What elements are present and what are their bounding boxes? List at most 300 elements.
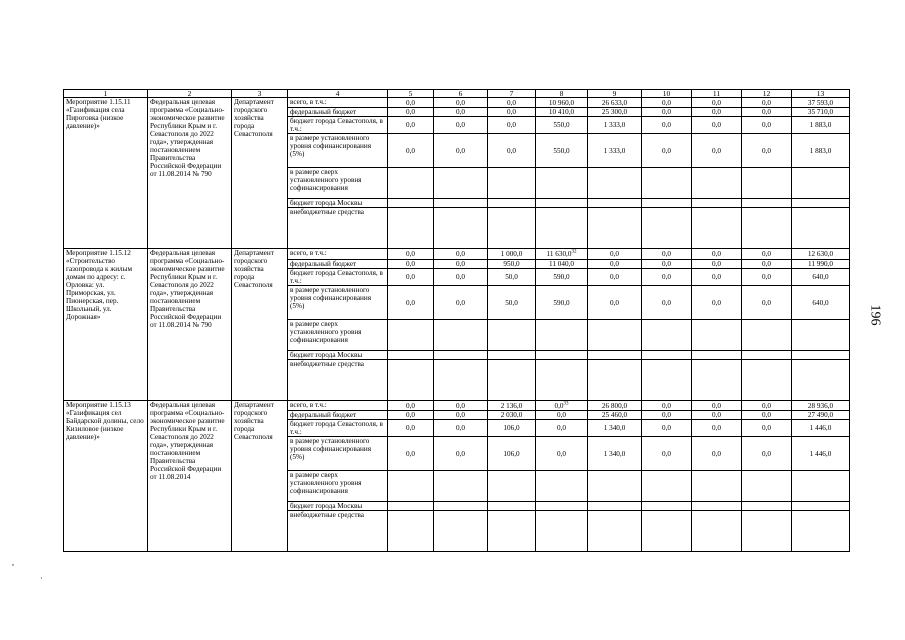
amount-cell: [642, 260, 692, 269]
amount-cell: [642, 98, 692, 108]
column-number-header-row: [64, 90, 850, 98]
amount-value: 0,0: [662, 411, 671, 419]
amount-cell: [642, 511, 692, 552]
funding-source-label: федеральный бюджет: [288, 260, 388, 269]
amount-value: 0,0: [456, 98, 465, 107]
amount-value: 0,0: [662, 401, 671, 410]
amount-value: 0,0: [662, 250, 671, 258]
amount-value: 0,0: [456, 121, 465, 129]
amount-cell: [536, 98, 588, 108]
column-number: 12: [742, 90, 792, 98]
amount-cell: [742, 199, 792, 208]
amount-value: 0,0: [712, 273, 721, 281]
amount-value: 1 883,0: [809, 121, 832, 129]
amount-value: 0,0: [762, 449, 771, 458]
amount-cell: [536, 260, 588, 269]
amount-value: 106,0: [503, 449, 520, 458]
amount-value: 0,0: [762, 108, 771, 116]
amount-cell: [488, 320, 536, 351]
amount-cell: [792, 199, 850, 208]
amount-cell: [488, 168, 536, 199]
amount-cell: [742, 420, 792, 437]
amount-value: 0,0: [662, 146, 671, 155]
amount-value: 0,0: [406, 98, 415, 107]
amount-value: 2 136,0: [500, 401, 523, 410]
amount-cell: [388, 168, 434, 199]
amount-cell: [742, 351, 792, 360]
amount-value: 0,0: [406, 424, 415, 432]
column-number: 10: [642, 90, 692, 98]
amount-value: 11 630,0: [546, 250, 572, 258]
amount-cell: [536, 437, 588, 471]
amount-cell: [792, 98, 850, 108]
amount-value: 1 340,0: [603, 424, 626, 432]
amount-cell: [388, 208, 434, 249]
amount-value: 0,0: [712, 298, 721, 307]
amount-cell: [488, 360, 536, 401]
amount-cell: [588, 471, 642, 502]
funding-source-label: бюджет города Севастополя, в т.ч.:: [288, 269, 388, 286]
amount-cell: [792, 471, 850, 502]
amount-value: 0,0: [507, 98, 516, 107]
amount-cell: [488, 471, 536, 502]
amount-cell: [792, 320, 850, 351]
amount-cell: [434, 168, 488, 199]
amount-cell: [388, 117, 434, 134]
funding-source-label: в размере сверх установленного уровня софинансирования: [288, 320, 388, 351]
amount-value: 0,0: [406, 121, 415, 129]
table-row: [64, 249, 850, 260]
column-number: 7: [488, 90, 536, 98]
amount-cell: [488, 260, 536, 269]
amount-value: 0,0: [610, 260, 619, 268]
amount-value: 0,0: [662, 98, 671, 107]
amount-cell: [434, 360, 488, 401]
footnote-ref: 33: [563, 401, 569, 407]
footnote-ref: 32: [571, 249, 577, 255]
amount-cell: [488, 269, 536, 286]
amount-value: 0,0: [762, 273, 771, 281]
amount-value: 0,0: [762, 424, 771, 432]
amount-value: 26 800,0: [601, 401, 628, 410]
amount-value: 0,0: [456, 250, 465, 258]
amount-cell: [536, 286, 588, 320]
amount-cell: [434, 401, 488, 411]
amount-cell: [792, 168, 850, 199]
amount-cell: [588, 401, 642, 411]
amount-cell: [792, 117, 850, 134]
measure-executor: Департамент городского хозяйства города Севастополя: [232, 98, 288, 249]
amount-cell: [488, 411, 536, 420]
measure-title: Мероприятие 1.15.11 «Газификация села Пироговка (низкое давление)»: [64, 98, 148, 249]
amount-cell: [642, 411, 692, 420]
amount-cell: [434, 286, 488, 320]
amount-cell: [388, 269, 434, 286]
amount-value: 1 000,0: [500, 250, 523, 258]
measure-title: Мероприятие 1.15.12 «Строительство газопровода к жилым домам по адресу: с. Орловка: ул. Приморская, ул. Пионерская, пер. Школьный, ул. Дорожная»: [64, 249, 148, 401]
amount-cell: [792, 249, 850, 260]
amount-cell: [742, 320, 792, 351]
amount-cell: [434, 98, 488, 108]
amount-value: 0,0: [507, 146, 516, 155]
amount-cell: [692, 269, 742, 286]
amount-cell: [642, 208, 692, 249]
amount-cell: [388, 502, 434, 511]
measure-executor: Департамент городского хозяйства города Севастополя: [232, 249, 288, 401]
amount-value: 0,0: [610, 298, 619, 307]
amount-cell: [792, 511, 850, 552]
measure-program: Федеральная целевая программа «Социально-экономическое развитие Республики Крым и г. Севастополя до 2022 года», утвержденная постановлением Правительства Российской Федерации от 11.08.2014 № 790: [148, 249, 232, 401]
amount-cell: [488, 511, 536, 552]
amount-cell: [388, 108, 434, 117]
amount-cell: [536, 420, 588, 437]
column-number: 9: [588, 90, 642, 98]
amount-cell: [792, 260, 850, 269]
amount-cell: [388, 511, 434, 552]
amount-value: 10 960,0: [548, 98, 575, 107]
funding-source-label: федеральный бюджет: [288, 108, 388, 117]
amount-cell: [642, 286, 692, 320]
amount-cell: [642, 471, 692, 502]
amount-value: 0,0: [662, 273, 671, 281]
amount-cell: [536, 168, 588, 199]
amount-value: 0,0: [507, 108, 516, 116]
funding-source-label: всего, в т.ч.:: [288, 249, 388, 260]
amount-cell: [434, 249, 488, 260]
amount-value: 28 936,0: [807, 401, 834, 410]
page-number: 196: [867, 304, 883, 326]
amount-value: 1 446,0: [809, 449, 832, 458]
amount-value: 2 030,0: [500, 411, 523, 419]
amount-cell: [388, 401, 434, 411]
amount-cell: [488, 420, 536, 437]
funding-source-label: бюджет города Москвы: [288, 351, 388, 360]
amount-cell: [642, 134, 692, 168]
amount-cell: [488, 502, 536, 511]
amount-cell: [742, 401, 792, 411]
amount-value: 0,0: [662, 298, 671, 307]
funding-source-label: внебюджетные средства: [288, 511, 388, 552]
amount-cell: [488, 134, 536, 168]
amount-value: 0,0: [456, 449, 465, 458]
amount-cell: [792, 401, 850, 411]
column-number: 5: [388, 90, 434, 98]
column-number: 11: [692, 90, 742, 98]
amount-cell: [642, 437, 692, 471]
amount-value: 0,0: [507, 121, 516, 129]
amount-value: 0,0: [554, 401, 564, 410]
amount-cell: [434, 208, 488, 249]
amount-value: 0,0: [456, 411, 465, 419]
amount-cell: [536, 208, 588, 249]
amount-cell: [536, 502, 588, 511]
amount-cell: [536, 401, 588, 411]
amount-cell: [434, 471, 488, 502]
amount-value: 0,0: [406, 146, 415, 155]
amount-cell: [536, 360, 588, 401]
amount-cell: [388, 351, 434, 360]
amount-value: 0,0: [762, 250, 771, 258]
amount-cell: [388, 420, 434, 437]
amount-cell: [488, 199, 536, 208]
amount-cell: [434, 260, 488, 269]
amount-cell: [692, 249, 742, 260]
amount-cell: [536, 471, 588, 502]
amount-value: 1 340,0: [603, 449, 626, 458]
amount-value: 0,0: [456, 260, 465, 268]
amount-cell: [742, 437, 792, 471]
amount-cell: [692, 471, 742, 502]
amount-cell: [792, 286, 850, 320]
amount-cell: [742, 98, 792, 108]
amount-cell: [692, 134, 742, 168]
amount-cell: [792, 108, 850, 117]
amount-cell: [792, 351, 850, 360]
amount-cell: [588, 249, 642, 260]
amount-value: 0,0: [406, 298, 415, 307]
amount-cell: [588, 502, 642, 511]
amount-value: 0,0: [712, 424, 721, 432]
amount-value: 25 300,0: [601, 108, 628, 116]
amount-cell: [692, 286, 742, 320]
amount-cell: [642, 420, 692, 437]
amount-value: 26 633,0: [601, 98, 628, 107]
amount-cell: [588, 511, 642, 552]
amount-value: 0,0: [712, 146, 721, 155]
funding-source-label: в размере сверх установленного уровня софинансирования: [288, 168, 388, 199]
amount-cell: [742, 168, 792, 199]
amount-value: 550,0: [553, 146, 570, 155]
amount-value: 0,0: [712, 401, 721, 410]
amount-value: 1 446,0: [809, 424, 832, 432]
amount-cell: [588, 286, 642, 320]
amount-value: 0,0: [712, 108, 721, 116]
amount-value: 0,0: [406, 260, 415, 268]
amount-value: 0,0: [712, 98, 721, 107]
column-number: 1: [64, 90, 148, 98]
amount-cell: [742, 117, 792, 134]
amount-value: 0,0: [762, 298, 771, 307]
amount-cell: [588, 208, 642, 249]
amount-cell: [488, 208, 536, 249]
amount-cell: [642, 320, 692, 351]
amount-cell: [388, 199, 434, 208]
amount-cell: [388, 260, 434, 269]
amount-cell: [434, 108, 488, 117]
amount-cell: [588, 269, 642, 286]
amount-value: 0,0: [712, 260, 721, 268]
amount-value: 0,0: [456, 273, 465, 281]
amount-cell: [692, 360, 742, 401]
amount-cell: [792, 420, 850, 437]
amount-cell: [588, 360, 642, 401]
amount-cell: [642, 502, 692, 511]
amount-value: 0,0: [406, 273, 415, 281]
amount-cell: [792, 502, 850, 511]
amount-cell: [588, 420, 642, 437]
funding-source-label: всего, в т.ч.:: [288, 401, 388, 411]
amount-value: 550,0: [553, 121, 570, 129]
amount-cell: [588, 108, 642, 117]
amount-cell: [536, 511, 588, 552]
amount-value: 50,0: [505, 298, 518, 307]
amount-cell: [588, 168, 642, 199]
amount-cell: [434, 117, 488, 134]
funding-source-label: в размере установленного уровня софинансирования (5%): [288, 134, 388, 168]
amount-cell: [536, 199, 588, 208]
amount-value: 0,0: [662, 449, 671, 458]
funding-source-label: всего, в т.ч.:: [288, 98, 388, 108]
amount-cell: [488, 108, 536, 117]
amount-cell: [536, 351, 588, 360]
amount-cell: [434, 511, 488, 552]
amount-cell: [742, 208, 792, 249]
table-row: [64, 401, 850, 411]
amount-cell: [588, 134, 642, 168]
amount-value: 0,0: [662, 424, 671, 432]
amount-value: 11 990,0: [808, 260, 833, 268]
measure-program: Федеральная целевая программа «Социально-экономическое развитие Республики Крым и г. Севастополя до 2022 года», утвержденная постановлением Правительства Российской Федерации от 11.08.2014 № 790: [148, 98, 232, 249]
amount-cell: [488, 401, 536, 411]
amount-value: 0,0: [762, 401, 771, 410]
amount-cell: [488, 351, 536, 360]
amount-cell: [792, 360, 850, 401]
amount-cell: [692, 401, 742, 411]
amount-cell: [434, 199, 488, 208]
amount-value: 1 883,0: [809, 146, 832, 155]
amount-value: 0,0: [406, 108, 415, 116]
column-number: 3: [232, 90, 288, 98]
amount-cell: [792, 134, 850, 168]
amount-value: 0,0: [762, 98, 771, 107]
amount-value: 640,0: [812, 273, 829, 281]
amount-cell: [742, 411, 792, 420]
amount-cell: [488, 286, 536, 320]
amount-cell: [742, 260, 792, 269]
amount-cell: [588, 437, 642, 471]
amount-cell: [488, 117, 536, 134]
amount-cell: [434, 351, 488, 360]
amount-cell: [792, 208, 850, 249]
amount-cell: [588, 117, 642, 134]
amount-value: 950,0: [503, 260, 520, 268]
amount-value: 0,0: [406, 401, 415, 410]
amount-cell: [692, 260, 742, 269]
amount-cell: [692, 351, 742, 360]
amount-cell: [388, 98, 434, 108]
amount-value: 35 710,0: [807, 108, 834, 116]
amount-cell: [388, 437, 434, 471]
amount-cell: [642, 249, 692, 260]
amount-cell: [742, 286, 792, 320]
amount-cell: [388, 360, 434, 401]
amount-cell: [536, 411, 588, 420]
scan-mark: ·: [40, 574, 43, 583]
amount-cell: [742, 511, 792, 552]
funding-source-label: внебюджетные средства: [288, 360, 388, 401]
amount-cell: [588, 320, 642, 351]
amount-value: 50,0: [505, 273, 518, 281]
funding-source-label: федеральный бюджет: [288, 411, 388, 420]
funding-source-label: бюджет города Севастополя, в т.ч.:: [288, 117, 388, 134]
amount-cell: [742, 134, 792, 168]
amount-cell: [792, 437, 850, 471]
amount-value: 0,0: [610, 273, 619, 281]
amount-cell: [692, 98, 742, 108]
amount-value: 0,0: [406, 449, 415, 458]
amount-cell: [588, 260, 642, 269]
column-number: 2: [148, 90, 232, 98]
amount-cell: [692, 502, 742, 511]
amount-value: 590,0: [553, 298, 570, 307]
amount-cell: [692, 320, 742, 351]
column-number: 6: [434, 90, 488, 98]
amount-cell: [588, 351, 642, 360]
amount-cell: [536, 320, 588, 351]
amount-cell: [692, 437, 742, 471]
amount-value: 640,0: [812, 298, 829, 307]
amount-cell: [642, 117, 692, 134]
amount-value: 0,0: [456, 401, 465, 410]
amount-cell: [434, 269, 488, 286]
amount-cell: [642, 360, 692, 401]
funding-source-label: бюджет города Москвы: [288, 502, 388, 511]
amount-cell: [692, 511, 742, 552]
amount-cell: [692, 168, 742, 199]
amount-cell: [536, 134, 588, 168]
amount-cell: [388, 471, 434, 502]
column-number: 4: [288, 90, 388, 98]
amount-cell: [792, 269, 850, 286]
measure-executor: Департамент городского хозяйства города Севастополя: [232, 401, 288, 552]
amount-value: 0,0: [662, 121, 671, 129]
amount-value: 0,0: [712, 449, 721, 458]
amount-cell: [742, 502, 792, 511]
amount-cell: [742, 108, 792, 117]
column-number: 8: [536, 90, 588, 98]
amount-value: 0,0: [662, 260, 671, 268]
amount-value: 0,0: [406, 411, 415, 419]
amount-cell: [536, 249, 588, 260]
measure-title: Мероприятие 1.15.13 «Газификация сел Байдарской долины, село Кизиловое (низкое давление)»: [64, 401, 148, 552]
amount-cell: [434, 437, 488, 471]
measure-program: Федеральная целевая программа «Социально-экономическое развитие Республики Крым и г. Севастополя до 2022 года», утвержденная постановлением Правительства Российской Федерации от 11.08.2014: [148, 401, 232, 552]
amount-value: 0,0: [557, 411, 566, 419]
amount-cell: [536, 108, 588, 117]
funding-source-label: бюджет города Москвы: [288, 199, 388, 208]
amount-value: 11 040,0: [549, 260, 574, 268]
amount-cell: [488, 249, 536, 260]
amount-cell: [692, 117, 742, 134]
funding-source-label: бюджет города Севастополя, в т.ч.:: [288, 420, 388, 437]
amount-cell: [642, 269, 692, 286]
amount-cell: [434, 134, 488, 168]
amount-value: 0,0: [762, 146, 771, 155]
amount-cell: [642, 351, 692, 360]
amount-value: 37 593,0: [807, 98, 834, 107]
financing-table: [63, 89, 850, 552]
amount-value: 0,0: [762, 411, 771, 419]
amount-value: 0,0: [762, 260, 771, 268]
funding-source-label: в размере сверх установленного уровня софинансирования: [288, 471, 388, 502]
amount-cell: [692, 420, 742, 437]
amount-cell: [488, 98, 536, 108]
amount-cell: [388, 411, 434, 420]
amount-value: 1 333,0: [603, 121, 626, 129]
amount-cell: [388, 134, 434, 168]
amount-value: 0,0: [712, 250, 721, 258]
amount-cell: [642, 401, 692, 411]
